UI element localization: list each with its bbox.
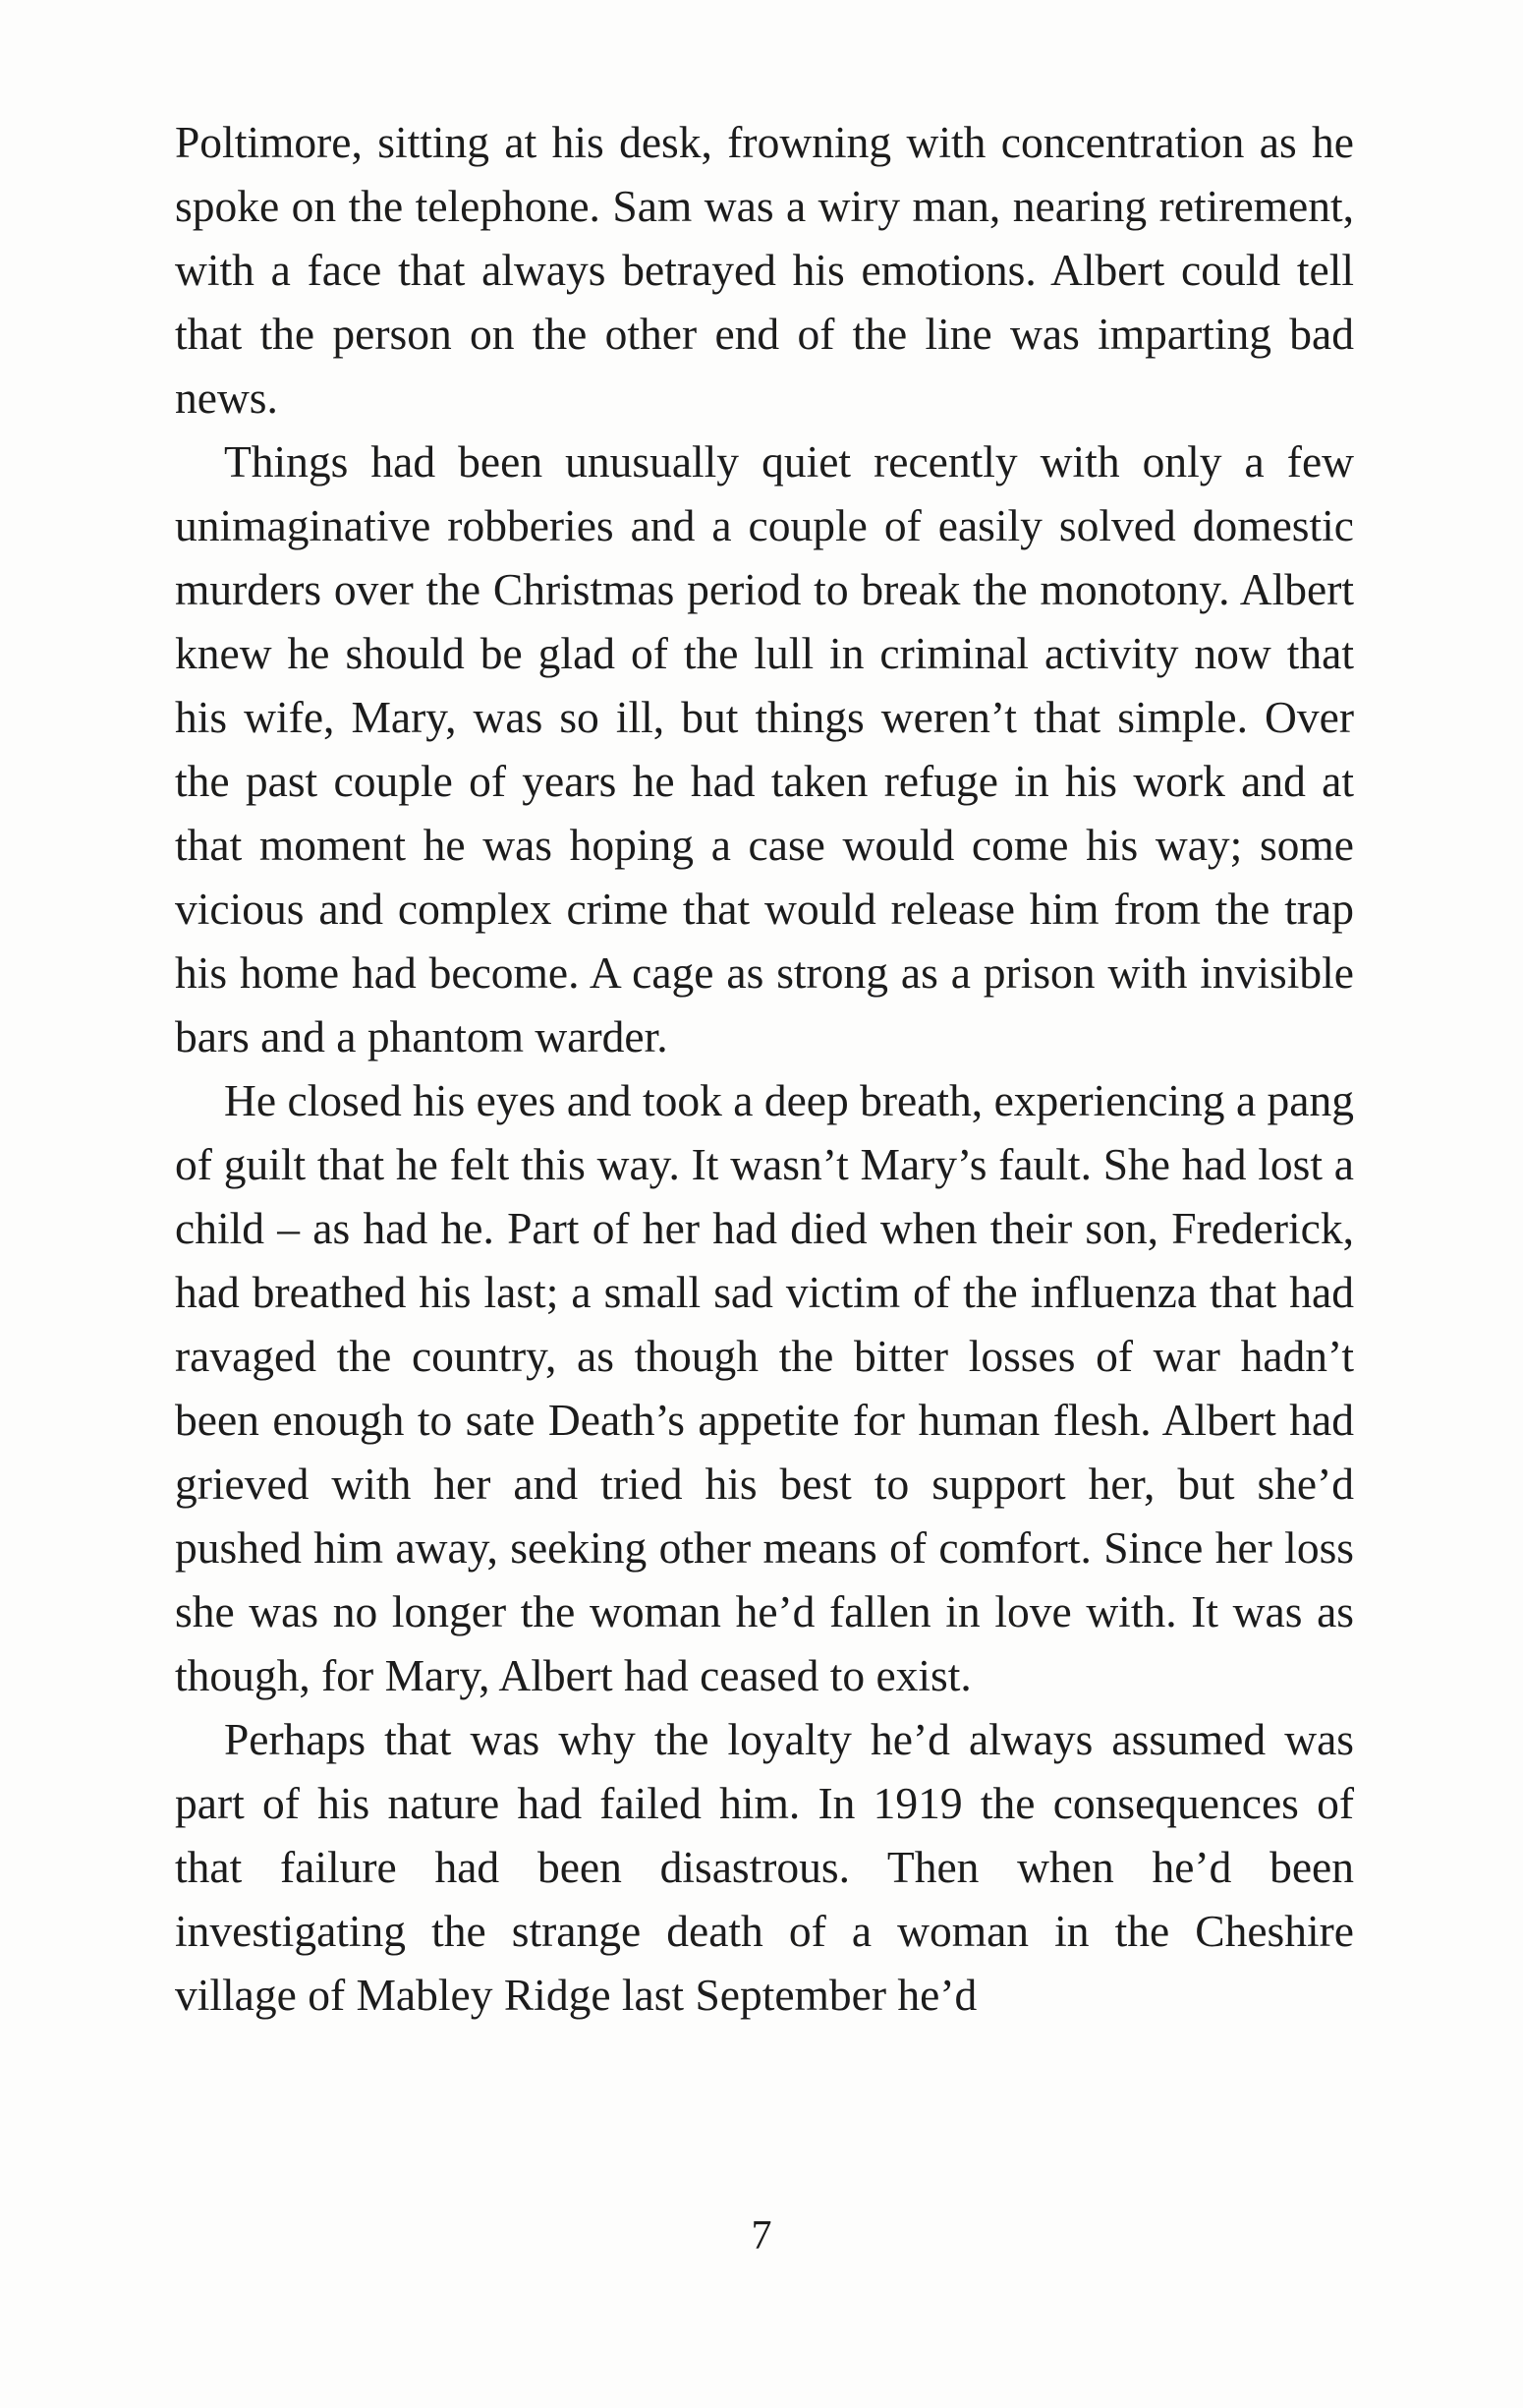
paragraph-2: Things had been unusually quiet recently with only a few unimaginative robberies and a couple of easily solved domestic murders over the Christmas period to break the monotony. Albert knew he should be glad of the lull in criminal activity now that his wife, Mary, was so ill, but things weren’t that simple. Over the past couple of years he had taken refuge in his work and at that moment he was hoping a case would come his way; some vicious and complex crime that would release him from the trap his home had become. A cage as strong as a prison with invisible bars and a phantom warder. xyxy=(175,436,1354,1061)
paragraph-3: He closed his eyes and took a deep breath, experiencing a pang of guilt that he felt this way. It wasn’t Mary’s fault. She had lost a child – as had he. Part of her had died when their son, Frederick, had breathed his last; a small sad victim of the influenza that had ravaged the country, as though the bitter losses of war hadn’t been enough to sate Death’s appetite for human flesh. Albert had grieved with her and tried his best to support her, but she’d pushed him away, seeking other means of comfort. Since her loss she was no longer the woman he’d fallen in love with. It was as though, for Mary, Albert had ceased to exist. xyxy=(175,1075,1354,1700)
body-text xyxy=(175,110,1354,2027)
paragraph-1: Poltimore, sitting at his desk, frowning with concentration as he spoke on the telephone. Sam was a wiry man, nearing retirement, with a face that always betrayed his emotions. Albert could tell that the person on the other end of the line was imparting bad news. xyxy=(175,117,1354,423)
page-number: 7 xyxy=(751,2213,772,2259)
paragraph-4: Perhaps that was why the loyalty he’d always assumed was part of his nature had failed him. In 1919 the consequences of that failure had been disastrous. Then when he’d been investigating the strange death of a woman in the Cheshire village of Mabley Ridge last September he’d xyxy=(175,1714,1354,2020)
